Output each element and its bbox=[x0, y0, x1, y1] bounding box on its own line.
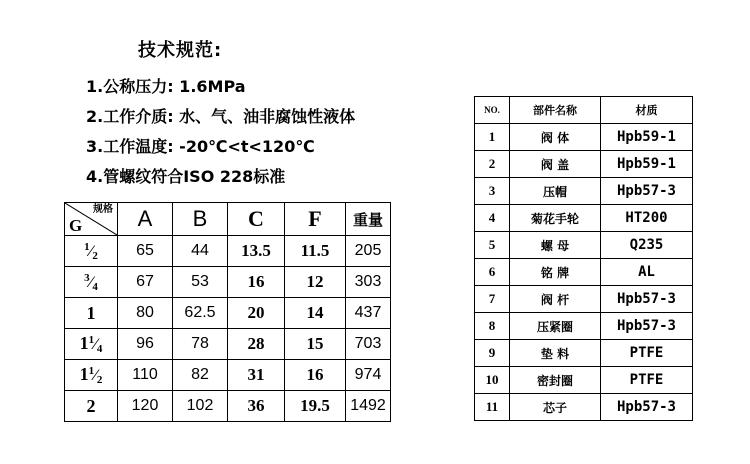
size-numerator: 1 bbox=[88, 365, 95, 377]
value-f: 15 bbox=[285, 329, 346, 360]
part-material: PTFE bbox=[601, 367, 693, 394]
value-c: 36 bbox=[228, 391, 285, 422]
spec-item-thread-standard: 4.管螺纹符合ISO 228标准 bbox=[86, 167, 286, 186]
part-material: AL bbox=[601, 259, 693, 286]
value-b: 44 bbox=[173, 236, 228, 267]
header-b: B bbox=[173, 203, 228, 236]
dimensions-row bbox=[65, 360, 391, 391]
header-a: A bbox=[118, 203, 173, 236]
corner-size-label: 规格 bbox=[93, 204, 113, 215]
value-c: 31 bbox=[228, 360, 285, 391]
fraction-slash-icon: ⁄ bbox=[89, 274, 93, 291]
parts-row bbox=[475, 313, 693, 340]
value-weight: 437 bbox=[346, 298, 391, 329]
part-material: Hpb57-3 bbox=[601, 178, 693, 205]
value-b: 102 bbox=[173, 391, 228, 422]
size-cell bbox=[65, 391, 118, 422]
part-name: 菊花手轮 bbox=[510, 205, 601, 232]
dimensions-row bbox=[65, 329, 391, 360]
part-no: 7 bbox=[475, 286, 510, 313]
value-weight: 1492 bbox=[346, 391, 391, 422]
fraction-slash-icon: ⁄ bbox=[89, 243, 93, 260]
parts-row bbox=[475, 394, 693, 421]
part-name: 阀 体 bbox=[510, 124, 601, 151]
dimensions-row bbox=[65, 267, 391, 298]
size-cell bbox=[65, 267, 118, 298]
part-no: 11 bbox=[475, 394, 510, 421]
header-weight: 重量 bbox=[346, 203, 391, 236]
value-weight: 303 bbox=[346, 267, 391, 298]
value-b: 53 bbox=[173, 267, 228, 298]
part-no: 4 bbox=[475, 205, 510, 232]
value-f: 16 bbox=[285, 360, 346, 391]
part-no: 2 bbox=[475, 151, 510, 178]
part-name: 垫 料 bbox=[510, 340, 601, 367]
size-numerator: 1 bbox=[88, 334, 95, 346]
part-material: Hpb57-3 bbox=[601, 394, 693, 421]
part-name: 铭 牌 bbox=[510, 259, 601, 286]
part-no: 10 bbox=[475, 367, 510, 394]
size-whole: 1 bbox=[86, 302, 96, 323]
part-material: Hpb57-3 bbox=[601, 313, 693, 340]
parts-row bbox=[475, 178, 693, 205]
size-denominator: 4 bbox=[96, 343, 103, 355]
part-material: Hpb59-1 bbox=[601, 151, 693, 178]
value-b: 82 bbox=[173, 360, 228, 391]
value-f: 19.5 bbox=[285, 391, 346, 422]
dimensions-table bbox=[64, 202, 391, 422]
value-b: 78 bbox=[173, 329, 228, 360]
value-c: 20 bbox=[228, 298, 285, 329]
spec-list bbox=[86, 72, 355, 192]
parts-row bbox=[475, 205, 693, 232]
size-cell bbox=[65, 298, 118, 329]
corner-g-label: G bbox=[69, 216, 83, 235]
header-c: C bbox=[228, 203, 285, 236]
part-name: 阀 杆 bbox=[510, 286, 601, 313]
size-numerator: 1 bbox=[84, 241, 90, 253]
part-name: 密封圈 bbox=[510, 367, 601, 394]
part-material: Hpb57-3 bbox=[601, 286, 693, 313]
value-weight: 703 bbox=[346, 329, 391, 360]
header-material: 材质 bbox=[601, 97, 693, 124]
size-denominator: 4 bbox=[92, 281, 98, 293]
size-whole: 1 bbox=[79, 333, 89, 353]
parts-row bbox=[475, 367, 693, 394]
value-a: 96 bbox=[118, 329, 173, 360]
value-a: 67 bbox=[118, 267, 173, 298]
value-weight: 205 bbox=[346, 236, 391, 267]
parts-row bbox=[475, 340, 693, 367]
part-material: Q235 bbox=[601, 232, 693, 259]
size-whole: 2 bbox=[86, 395, 96, 416]
spec-item-pressure: 1.公称压力: 1.6MPa bbox=[86, 77, 246, 96]
header-f: F bbox=[285, 203, 346, 236]
value-f: 12 bbox=[285, 267, 346, 298]
size-cell bbox=[65, 236, 118, 267]
parts-row bbox=[475, 232, 693, 259]
part-no: 8 bbox=[475, 313, 510, 340]
header-no: NO. bbox=[475, 97, 510, 124]
value-a: 80 bbox=[118, 298, 173, 329]
dimensions-row bbox=[65, 298, 391, 329]
size-denominator: 2 bbox=[92, 250, 98, 262]
value-c: 13.5 bbox=[228, 236, 285, 267]
value-a: 65 bbox=[118, 236, 173, 267]
size-denominator: 2 bbox=[96, 374, 103, 386]
value-f: 11.5 bbox=[285, 236, 346, 267]
spec-item-temperature: 3.工作温度: -20℃<t<120℃ bbox=[86, 137, 315, 156]
parts-header-row bbox=[475, 97, 693, 124]
part-no: 9 bbox=[475, 340, 510, 367]
parts-row bbox=[475, 286, 693, 313]
parts-row bbox=[475, 151, 693, 178]
size-cell bbox=[65, 360, 118, 391]
value-a: 120 bbox=[118, 391, 173, 422]
size-whole: 1 bbox=[79, 364, 89, 384]
part-no: 3 bbox=[475, 178, 510, 205]
spec-title: 技术规范: bbox=[138, 40, 223, 61]
value-b: 62.5 bbox=[173, 298, 228, 329]
part-no: 5 bbox=[475, 232, 510, 259]
part-name: 阀 盖 bbox=[510, 151, 601, 178]
part-no: 1 bbox=[475, 124, 510, 151]
value-c: 16 bbox=[228, 267, 285, 298]
parts-row bbox=[475, 124, 693, 151]
part-name: 压帽 bbox=[510, 178, 601, 205]
parts-body bbox=[475, 124, 693, 421]
size-corner-cell bbox=[65, 203, 118, 236]
dimensions-row bbox=[65, 236, 391, 267]
part-material: HT200 bbox=[601, 205, 693, 232]
header-part-name: 部件名称 bbox=[510, 97, 601, 124]
dimensions-row bbox=[65, 391, 391, 422]
size-cell bbox=[65, 329, 118, 360]
value-weight: 974 bbox=[346, 360, 391, 391]
part-name: 压紧圈 bbox=[510, 313, 601, 340]
parts-table bbox=[474, 96, 693, 421]
part-material: PTFE bbox=[601, 340, 693, 367]
parts-row bbox=[475, 259, 693, 286]
value-c: 28 bbox=[228, 329, 285, 360]
dimensions-header-row bbox=[65, 203, 391, 236]
dimensions-body bbox=[65, 236, 391, 422]
part-material: Hpb59-1 bbox=[601, 124, 693, 151]
size-numerator: 3 bbox=[84, 272, 90, 284]
fraction-slash-icon: ⁄ bbox=[94, 367, 97, 384]
spec-item-medium: 2.工作介质: 水、气、油非腐蚀性液体 bbox=[86, 107, 356, 126]
value-a: 110 bbox=[118, 360, 173, 391]
part-no: 6 bbox=[475, 259, 510, 286]
fraction-slash-icon: ⁄ bbox=[94, 336, 97, 353]
value-f: 14 bbox=[285, 298, 346, 329]
part-name: 螺 母 bbox=[510, 232, 601, 259]
part-name: 芯子 bbox=[510, 394, 601, 421]
